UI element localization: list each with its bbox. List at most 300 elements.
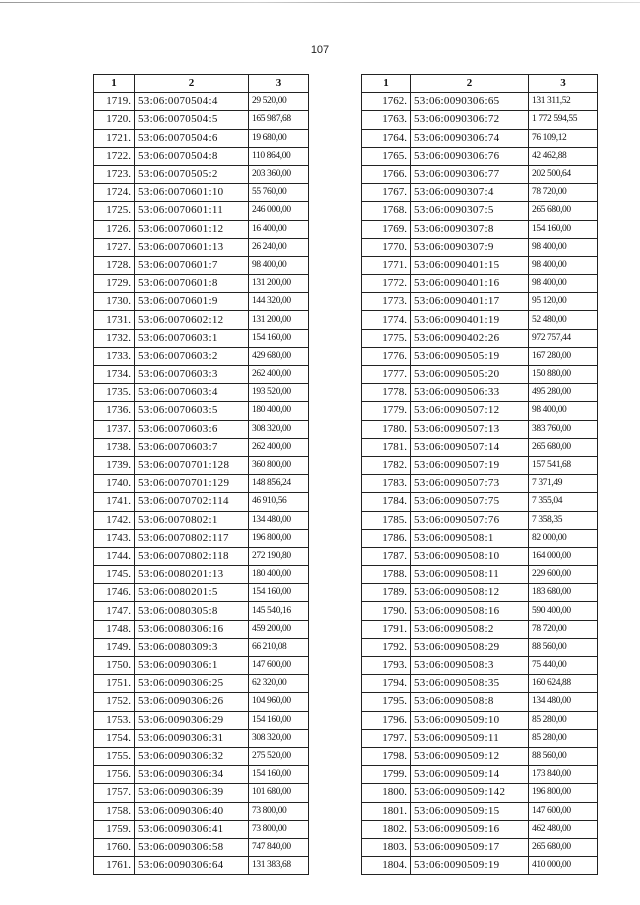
row-number: 1771. [362,256,411,274]
row-number: 1768. [362,202,411,220]
row-number: 1776. [362,347,411,365]
cadastral-value: 308 320,00 [249,420,309,438]
cadastral-value: 42 462,88 [529,147,598,165]
cadastral-value: 196 800,00 [249,529,309,547]
table-row [94,529,309,547]
table-row [94,111,309,129]
row-number: 1790. [362,602,411,620]
cadastral-value: 52 480,00 [529,311,598,329]
cadastral-number: 53:06:0070603:4 [135,384,249,402]
row-number: 1728. [94,256,135,274]
row-number: 1726. [94,220,135,238]
row-number: 1733. [94,347,135,365]
table-row [94,275,309,293]
cadastral-number: 53:06:0080309:3 [135,638,249,656]
row-number: 1755. [94,747,135,765]
table-row [362,184,598,202]
cadastral-value: 173 840,00 [529,766,598,784]
row-number: 1725. [94,202,135,220]
cadastral-number: 53:06:0090509:14 [411,766,529,784]
row-number: 1729. [94,275,135,293]
cadastral-value: 147 600,00 [249,657,309,675]
cadastral-value: 747 840,00 [249,838,309,856]
cadastral-value: 46 910,56 [249,493,309,511]
cadastral-value: 360 800,00 [249,456,309,474]
row-number: 1801. [362,802,411,820]
row-number: 1773. [362,293,411,311]
cadastral-number: 53:06:0090508:12 [411,584,529,602]
cadastral-value: 134 480,00 [529,693,598,711]
row-number: 1798. [362,747,411,765]
table-row [362,584,598,602]
cadastral-value: 85 280,00 [529,729,598,747]
header-col-1: 1 [362,75,411,93]
cadastral-number: 53:06:0090402:26 [411,329,529,347]
cadastral-number: 53:06:0070601:11 [135,202,249,220]
cadastral-value: 165 987,68 [249,111,309,129]
cadastral-value: 134 480,00 [249,511,309,529]
row-number: 1784. [362,493,411,511]
cadastral-value: 196 800,00 [529,784,598,802]
row-number: 1775. [362,329,411,347]
cadastral-number: 53:06:0070504:5 [135,111,249,129]
table-row [94,202,309,220]
row-number: 1789. [362,584,411,602]
cadastral-number: 53:06:0070601:8 [135,275,249,293]
row-number: 1760. [94,838,135,856]
table-row [94,329,309,347]
table-row [94,293,309,311]
cadastral-value: 29 520,00 [249,93,309,111]
cadastral-value: 265 680,00 [529,838,598,856]
table-row [94,620,309,638]
cadastral-value: 73 800,00 [249,802,309,820]
cadastral-number: 53:06:0070802:117 [135,529,249,547]
cadastral-value: 75 440,00 [529,657,598,675]
row-number: 1727. [94,238,135,256]
cadastral-number: 53:06:0090508:2 [411,620,529,638]
cadastral-value: 202 500,64 [529,165,598,183]
cadastral-number: 53:06:0070602:12 [135,311,249,329]
cadastral-number: 53:06:0090507:73 [411,475,529,493]
cadastral-value: 131 200,00 [249,275,309,293]
cadastral-number: 53:06:0090307:4 [411,184,529,202]
row-number: 1758. [94,802,135,820]
cadastral-value: 7 371,49 [529,475,598,493]
register-table-right [361,74,598,875]
cadastral-value: 1 772 594,55 [529,111,598,129]
cadastral-value: 19 680,00 [249,129,309,147]
row-number: 1763. [362,111,411,129]
cadastral-value: 131 200,00 [249,311,309,329]
table-header-row [94,75,309,93]
table-row [362,384,598,402]
table-row [94,820,309,838]
cadastral-value: 459 200,00 [249,620,309,638]
table-row [362,420,598,438]
row-number: 1770. [362,238,411,256]
cadastral-value: 7 355,04 [529,493,598,511]
cadastral-number: 53:06:0090509:17 [411,838,529,856]
row-number: 1772. [362,275,411,293]
cadastral-value: 308 320,00 [249,729,309,747]
cadastral-value: 131 311,52 [529,93,598,111]
cadastral-number: 53:06:0090508:16 [411,602,529,620]
cadastral-number: 53:06:0090509:11 [411,729,529,747]
row-number: 1804. [362,857,411,875]
table-row [94,456,309,474]
row-number: 1795. [362,693,411,711]
cadastral-number: 53:06:0070802:118 [135,547,249,565]
table-row [94,711,309,729]
cadastral-value: 180 400,00 [249,566,309,584]
row-number: 1780. [362,420,411,438]
cadastral-number: 53:06:0070603:2 [135,347,249,365]
cadastral-number: 53:06:0090507:14 [411,438,529,456]
row-number: 1759. [94,820,135,838]
table-row [362,329,598,347]
table-row [94,438,309,456]
cadastral-value: 383 760,00 [529,420,598,438]
table-row [362,820,598,838]
cadastral-number: 53:06:0090508:3 [411,657,529,675]
row-number: 1797. [362,729,411,747]
row-number: 1750. [94,657,135,675]
row-number: 1740. [94,475,135,493]
row-number: 1732. [94,329,135,347]
cadastral-value: 66 210,08 [249,638,309,656]
table-row [362,438,598,456]
row-number: 1800. [362,784,411,802]
cadastral-number: 53:06:0070504:6 [135,129,249,147]
cadastral-value: 101 680,00 [249,784,309,802]
row-number: 1754. [94,729,135,747]
header-col-2: 2 [411,75,529,93]
table-row [362,547,598,565]
cadastral-value: 262 400,00 [249,366,309,384]
cadastral-value: 160 624,88 [529,675,598,693]
row-number: 1731. [94,311,135,329]
row-number: 1767. [362,184,411,202]
table-row [362,529,598,547]
cadastral-number: 53:06:0070802:1 [135,511,249,529]
row-number: 1736. [94,402,135,420]
row-number: 1793. [362,657,411,675]
row-number: 1721. [94,129,135,147]
table-row [94,729,309,747]
row-number: 1787. [362,547,411,565]
row-number: 1751. [94,675,135,693]
row-number: 1765. [362,147,411,165]
cadastral-value: 164 000,00 [529,547,598,565]
register-table-left [93,74,309,875]
table-row [362,638,598,656]
cadastral-number: 53:06:0090507:13 [411,420,529,438]
cadastral-value: 95 120,00 [529,293,598,311]
cadastral-number: 53:06:0090306:77 [411,165,529,183]
cadastral-number: 53:06:0090508:29 [411,638,529,656]
cadastral-value: 410 000,00 [529,857,598,875]
cadastral-number: 53:06:0080305:8 [135,602,249,620]
row-number: 1791. [362,620,411,638]
table-row [362,747,598,765]
cadastral-value: 85 280,00 [529,711,598,729]
cadastral-number: 53:06:0070603:6 [135,420,249,438]
cadastral-number: 53:06:0090307:9 [411,238,529,256]
cadastral-value: 193 520,00 [249,384,309,402]
row-number: 1724. [94,184,135,202]
cadastral-number: 53:06:0070505:2 [135,165,249,183]
cadastral-value: 272 190,80 [249,547,309,565]
cadastral-number: 53:06:0090306:32 [135,747,249,765]
row-number: 1778. [362,384,411,402]
table-row [362,366,598,384]
row-number: 1752. [94,693,135,711]
table-row [94,366,309,384]
table-row [94,129,309,147]
cadastral-value: 82 000,00 [529,529,598,547]
cadastral-value: 183 680,00 [529,584,598,602]
cadastral-number: 53:06:0090506:33 [411,384,529,402]
cadastral-number: 53:06:0070603:5 [135,402,249,420]
row-number: 1720. [94,111,135,129]
cadastral-value: 154 160,00 [249,329,309,347]
row-number: 1777. [362,366,411,384]
cadastral-number: 53:06:0080306:16 [135,620,249,638]
row-number: 1741. [94,493,135,511]
header-col-3: 3 [249,75,309,93]
row-number: 1792. [362,638,411,656]
cadastral-number: 53:06:0090507:12 [411,402,529,420]
cadastral-number: 53:06:0080201:5 [135,584,249,602]
table-row [94,584,309,602]
row-number: 1803. [362,838,411,856]
cadastral-number: 53:06:0090306:72 [411,111,529,129]
row-number: 1735. [94,384,135,402]
cadastral-value: 104 960,00 [249,693,309,711]
table-row [362,475,598,493]
cadastral-number: 53:06:0090507:76 [411,511,529,529]
table-row [362,493,598,511]
cadastral-value: 98 400,00 [529,238,598,256]
table-row [362,311,598,329]
row-number: 1781. [362,438,411,456]
cadastral-number: 53:06:0090509:19 [411,857,529,875]
row-number: 1749. [94,638,135,656]
table-row [94,402,309,420]
cadastral-number: 53:06:0090306:64 [135,857,249,875]
row-number: 1786. [362,529,411,547]
cadastral-number: 53:06:0090508:10 [411,547,529,565]
cadastral-value: 246 000,00 [249,202,309,220]
cadastral-value: 148 856,24 [249,475,309,493]
cadastral-number: 53:06:0070504:4 [135,93,249,111]
cadastral-number: 53:06:0090306:40 [135,802,249,820]
row-number: 1747. [94,602,135,620]
cadastral-number: 53:06:0090505:19 [411,347,529,365]
cadastral-value: 26 240,00 [249,238,309,256]
table-row [362,620,598,638]
row-number: 1745. [94,566,135,584]
row-number: 1730. [94,293,135,311]
cadastral-value: 78 720,00 [529,620,598,638]
cadastral-value: 110 864,00 [249,147,309,165]
cadastral-value: 180 400,00 [249,402,309,420]
cadastral-number: 53:06:0090306:74 [411,129,529,147]
cadastral-number: 53:06:0090508:35 [411,675,529,693]
cadastral-value: 131 383,68 [249,857,309,875]
cadastral-value: 157 541,68 [529,456,598,474]
row-number: 1742. [94,511,135,529]
cadastral-value: 150 880,00 [529,366,598,384]
cadastral-value: 154 160,00 [249,766,309,784]
cadastral-value: 144 320,00 [249,293,309,311]
table-row [94,675,309,693]
table-row [362,256,598,274]
cadastral-value: 98 400,00 [529,256,598,274]
cadastral-value: 262 400,00 [249,438,309,456]
row-number: 1719. [94,93,135,111]
table-row [94,838,309,856]
cadastral-value: 98 400,00 [249,256,309,274]
cadastral-number: 53:06:0070504:8 [135,147,249,165]
cadastral-number: 53:06:0090306:1 [135,657,249,675]
cadastral-value: 76 109,12 [529,129,598,147]
cadastral-number: 53:06:0090508:8 [411,693,529,711]
cadastral-value: 167 280,00 [529,347,598,365]
row-number: 1756. [94,766,135,784]
header-col-3: 3 [529,75,598,93]
cadastral-number: 53:06:0090306:65 [411,93,529,111]
cadastral-number: 53:06:0090306:76 [411,147,529,165]
cadastral-number: 53:06:0090401:16 [411,275,529,293]
row-number: 1788. [362,566,411,584]
row-number: 1785. [362,511,411,529]
cadastral-number: 53:06:0090508:11 [411,566,529,584]
cadastral-number: 53:06:0070603:3 [135,366,249,384]
cadastral-value: 55 760,00 [249,184,309,202]
row-number: 1761. [94,857,135,875]
cadastral-number: 53:06:0090505:20 [411,366,529,384]
row-number: 1744. [94,547,135,565]
cadastral-number: 53:06:0090306:41 [135,820,249,838]
row-number: 1746. [94,584,135,602]
row-number: 1782. [362,456,411,474]
scan-edge-line [0,2,640,3]
cadastral-value: 154 160,00 [249,584,309,602]
row-number: 1766. [362,165,411,183]
cadastral-number: 53:06:0080201:13 [135,566,249,584]
table-row [94,384,309,402]
header-col-1: 1 [94,75,135,93]
cadastral-value: 98 400,00 [529,275,598,293]
cadastral-value: 154 160,00 [249,711,309,729]
cadastral-number: 53:06:0070601:9 [135,293,249,311]
row-number: 1734. [94,366,135,384]
row-number: 1783. [362,475,411,493]
page-number: 107 [310,44,330,56]
table-row [94,420,309,438]
cadastral-value: 154 160,00 [529,220,598,238]
table-row [362,729,598,747]
row-number: 1722. [94,147,135,165]
cadastral-number: 53:06:0090306:39 [135,784,249,802]
table-row [362,238,598,256]
cadastral-value: 98 400,00 [529,402,598,420]
cadastral-number: 53:06:0090509:142 [411,784,529,802]
cadastral-number: 53:06:0070603:7 [135,438,249,456]
table-row [94,547,309,565]
table-row [94,493,309,511]
row-number: 1769. [362,220,411,238]
table-row [362,129,598,147]
table-row [362,784,598,802]
table-row [94,784,309,802]
cadastral-number: 53:06:0090507:19 [411,456,529,474]
table-row [94,602,309,620]
table-row [94,165,309,183]
cadastral-value: 73 800,00 [249,820,309,838]
table-row [94,511,309,529]
table-row [94,747,309,765]
cadastral-number: 53:06:0090306:29 [135,711,249,729]
cadastral-number: 53:06:0070701:129 [135,475,249,493]
cadastral-number: 53:06:0090509:10 [411,711,529,729]
cadastral-number: 53:06:0070702:114 [135,493,249,511]
cadastral-number: 53:06:0090401:15 [411,256,529,274]
row-number: 1723. [94,165,135,183]
cadastral-value: 147 600,00 [529,802,598,820]
cadastral-value: 203 360,00 [249,165,309,183]
cadastral-number: 53:06:0070601:7 [135,256,249,274]
cadastral-value: 88 560,00 [529,638,598,656]
table-row [94,638,309,656]
table-header-row [362,75,598,93]
cadastral-number: 53:06:0070601:10 [135,184,249,202]
cadastral-value: 145 540,16 [249,602,309,620]
cadastral-value: 275 520,00 [249,747,309,765]
cadastral-value: 590 400,00 [529,602,598,620]
row-number: 1796. [362,711,411,729]
table-row [362,293,598,311]
row-number: 1794. [362,675,411,693]
cadastral-number: 53:06:0090507:75 [411,493,529,511]
cadastral-number: 53:06:0070601:13 [135,238,249,256]
table-row [362,802,598,820]
cadastral-value: 229 600,00 [529,566,598,584]
cadastral-number: 53:06:0090306:58 [135,838,249,856]
cadastral-value: 265 680,00 [529,202,598,220]
cadastral-number: 53:06:0090306:34 [135,766,249,784]
cadastral-number: 53:06:0090508:1 [411,529,529,547]
table-row [94,220,309,238]
row-number: 1774. [362,311,411,329]
cadastral-number: 53:06:0090401:19 [411,311,529,329]
table-row [94,802,309,820]
row-number: 1737. [94,420,135,438]
table-row [362,766,598,784]
cadastral-number: 53:06:0090509:15 [411,802,529,820]
table-row [94,857,309,875]
table-row [94,93,309,111]
cadastral-value: 16 400,00 [249,220,309,238]
table-row [362,220,598,238]
table-row [94,566,309,584]
row-number: 1762. [362,93,411,111]
cadastral-number: 53:06:0090509:12 [411,747,529,765]
table-row [94,766,309,784]
cadastral-value: 429 680,00 [249,347,309,365]
